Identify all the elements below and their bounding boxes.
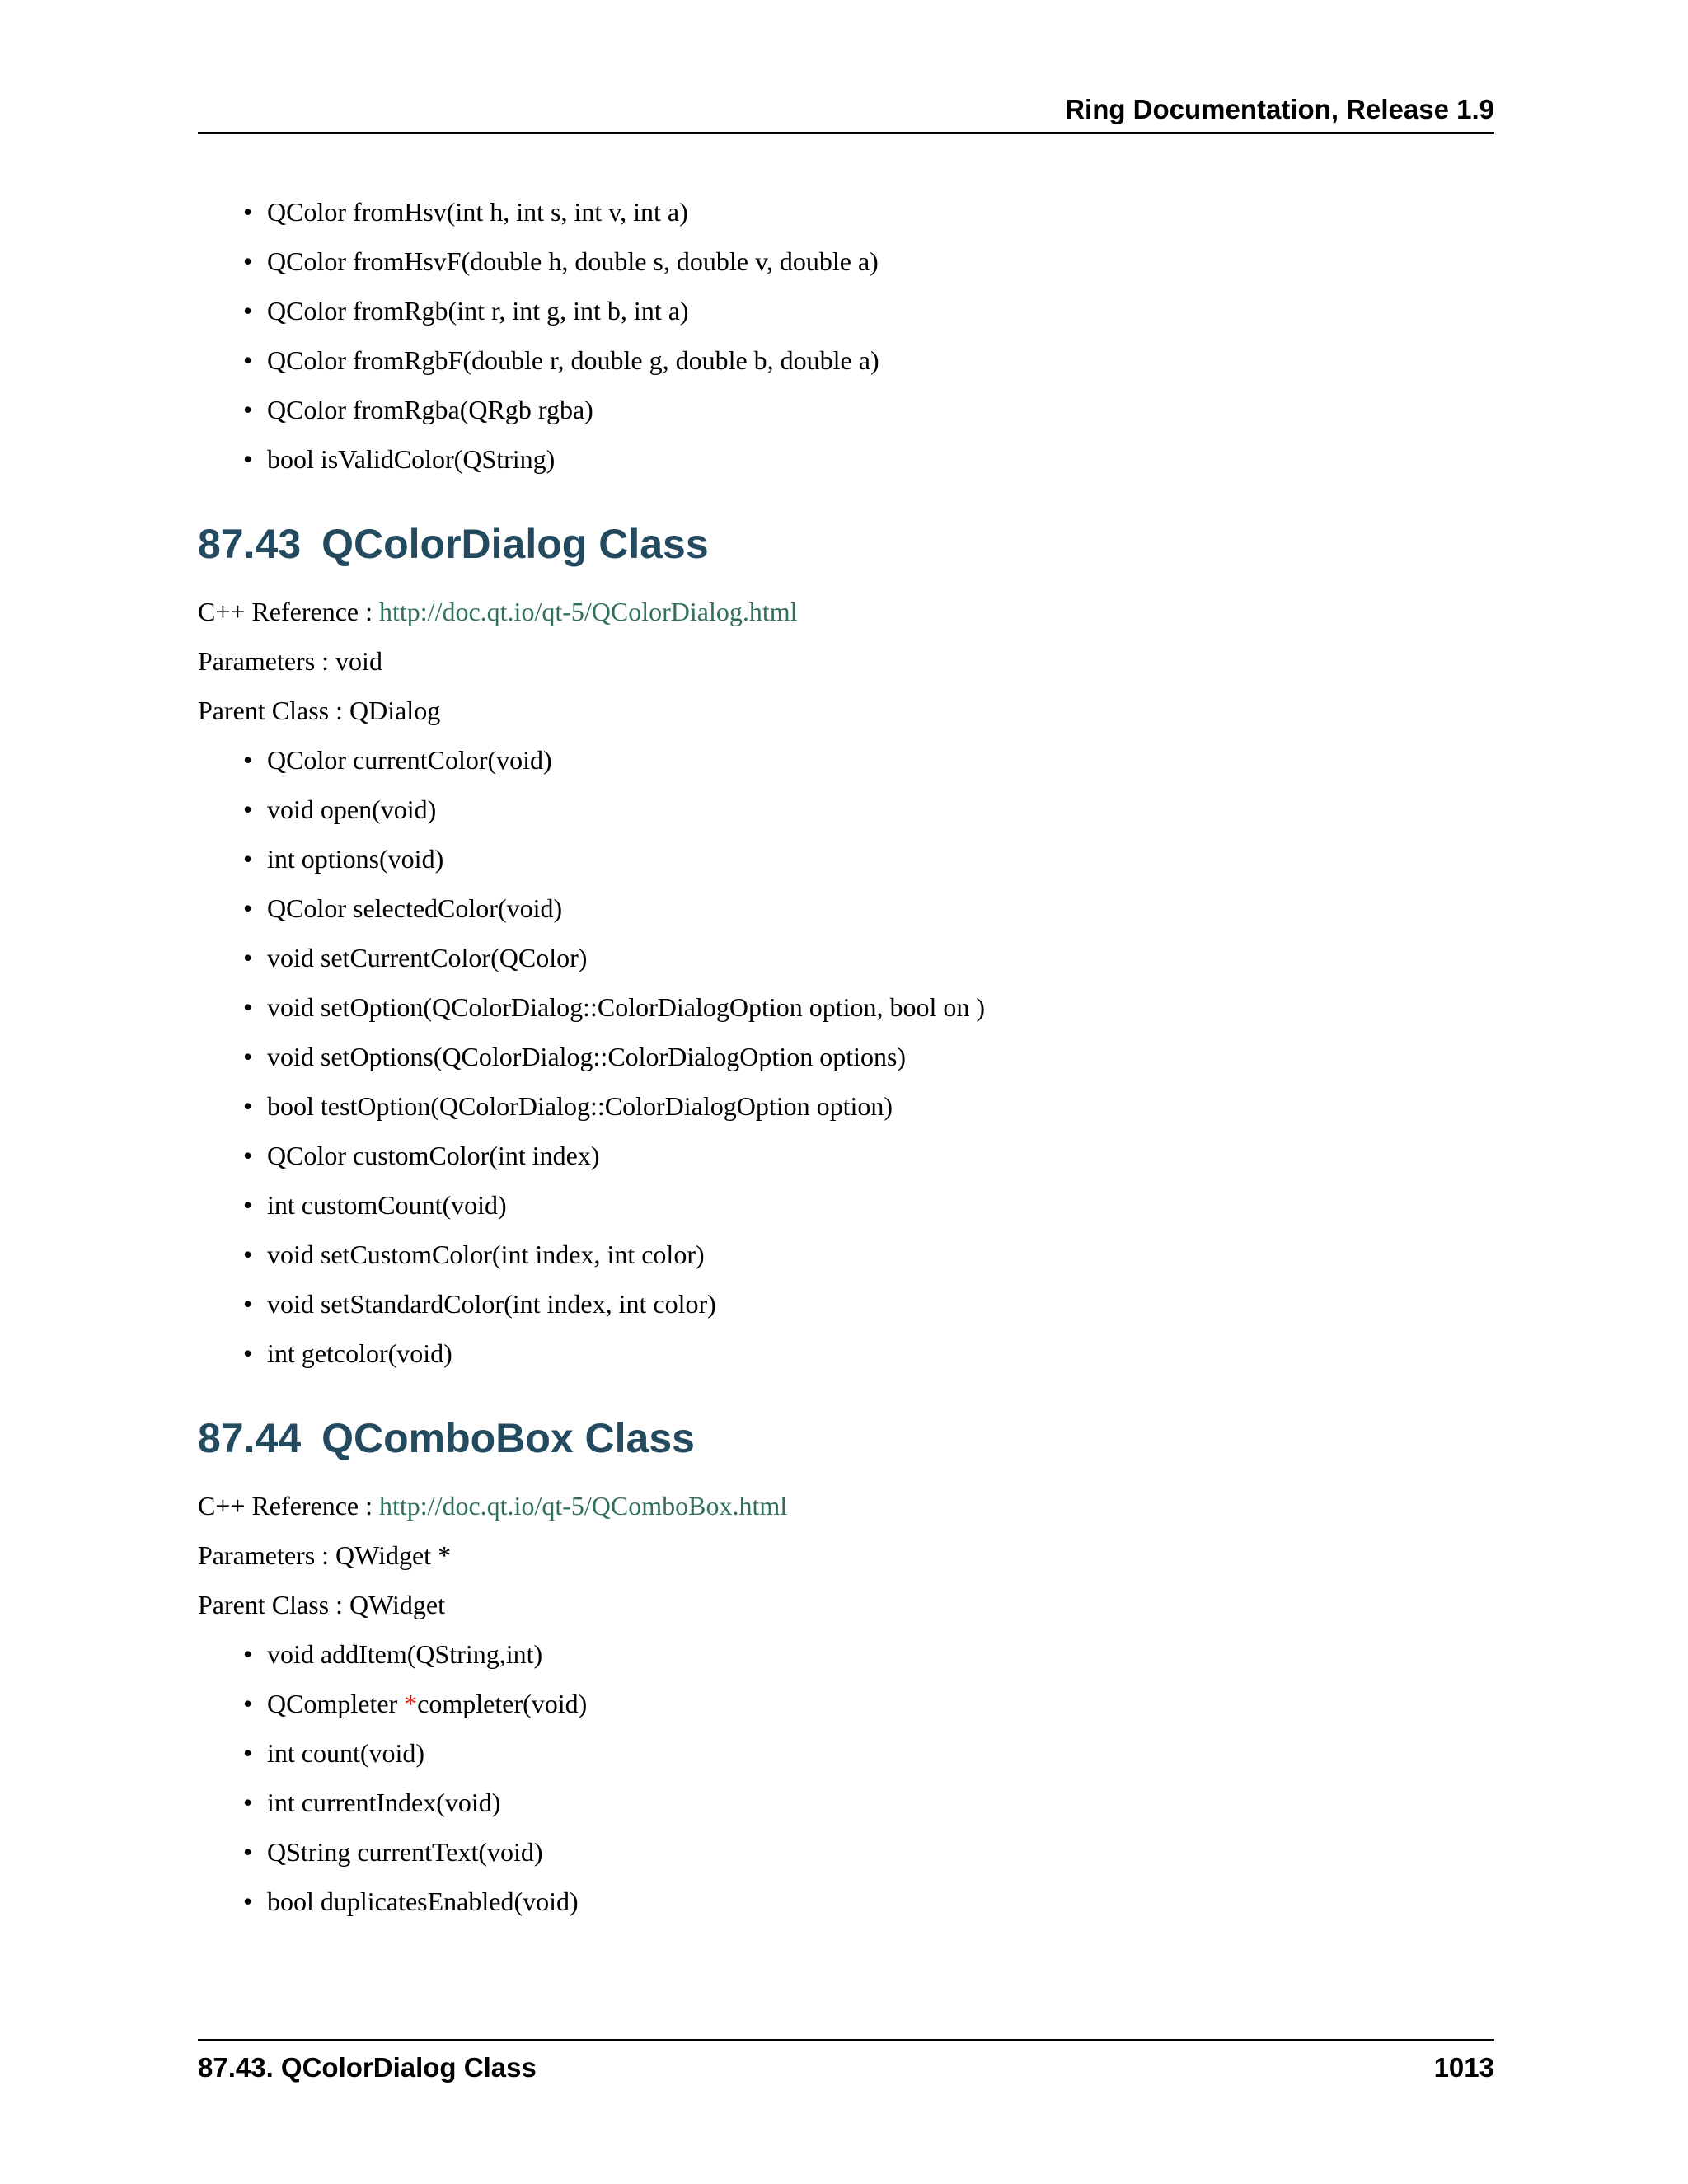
- reference-link[interactable]: http://doc.qt.io/qt-5/QComboBox.html: [379, 1491, 788, 1521]
- parameters-line: Parameters : void: [198, 646, 382, 676]
- qcolor-static-method-list: [198, 195, 1494, 476]
- list-item: • int count(void): [267, 1736, 1494, 1769]
- page-number: 1013: [1433, 2052, 1494, 2083]
- list-item: • QColor fromRgba(QRgb rgba): [267, 393, 1494, 426]
- section-heading-qcombobox: [198, 1413, 1494, 1463]
- parameters-line: Parameters : QWidget *: [198, 1540, 452, 1570]
- list-item: • void setCustomColor(int index, int color): [267, 1238, 1494, 1271]
- list-item: • QColor customColor(int index): [267, 1139, 1494, 1172]
- list-item: • QColor currentColor(void): [267, 743, 1494, 776]
- list-item: • void setStandardColor(int index, int color): [267, 1287, 1494, 1320]
- list-item: • QColor fromHsvF(double h, double s, double v, double a): [267, 245, 1494, 278]
- list-item: • QColor fromHsv(int h, int s, int v, int a): [267, 195, 1494, 228]
- reference-link[interactable]: http://doc.qt.io/qt-5/QColorDialog.html: [379, 597, 798, 626]
- list-item: • bool testOption(QColorDialog::ColorDialogOption option): [267, 1090, 1494, 1122]
- qcombobox-method-list: [198, 1638, 1494, 1918]
- list-item: • QColor selectedColor(void): [267, 892, 1494, 925]
- parent-class-line: Parent Class : QWidget: [198, 1590, 445, 1619]
- page-content: [198, 195, 1494, 1934]
- item-suffix: completer(void): [417, 1689, 588, 1718]
- section-heading-qcolordialog: [198, 519, 1494, 569]
- page-footer: [198, 2039, 1494, 2083]
- page-header: [198, 92, 1494, 134]
- list-item: [267, 1687, 1494, 1720]
- section-title: QColorDialog Class: [321, 521, 709, 567]
- list-item: • int customCount(void): [267, 1188, 1494, 1221]
- list-item: • int getcolor(void): [267, 1337, 1494, 1370]
- list-item: • void addItem(QString,int): [267, 1638, 1494, 1671]
- footer-section-title: 87.43. QColorDialog Class: [198, 2052, 537, 2083]
- section-title: QComboBox Class: [321, 1415, 695, 1461]
- document-title: Ring Documentation, Release 1.9: [1065, 94, 1494, 124]
- list-item: • QColor fromRgb(int r, int g, int b, int a): [267, 294, 1494, 327]
- item-prefix: QCompleter: [267, 1689, 405, 1718]
- list-item: • int currentIndex(void): [267, 1786, 1494, 1819]
- list-item: • void setOption(QColorDialog::ColorDialogOption option, bool on ): [267, 991, 1494, 1024]
- list-item: • void open(void): [267, 793, 1494, 826]
- pointer-star: *: [404, 1689, 418, 1718]
- cpp-reference: [198, 1489, 1494, 1522]
- reference-label: C++ Reference :: [198, 1491, 379, 1521]
- list-item: • QColor fromRgbF(double r, double g, double b, double a): [267, 344, 1494, 377]
- list-item: • bool duplicatesEnabled(void): [267, 1885, 1494, 1918]
- qcolordialog-method-list: [198, 743, 1494, 1370]
- section-number: 87.44: [198, 1415, 302, 1461]
- parent-class-line: Parent Class : QDialog: [198, 696, 441, 725]
- list-item: • bool isValidColor(QString): [267, 443, 1494, 476]
- list-item: • int options(void): [267, 842, 1494, 875]
- reference-label: C++ Reference :: [198, 597, 379, 626]
- cpp-reference: [198, 595, 1494, 628]
- list-item: • void setCurrentColor(QColor): [267, 941, 1494, 974]
- list-item: • void setOptions(QColorDialog::ColorDialogOption options): [267, 1040, 1494, 1073]
- list-item: • QString currentText(void): [267, 1835, 1494, 1868]
- section-number: 87.43: [198, 521, 302, 567]
